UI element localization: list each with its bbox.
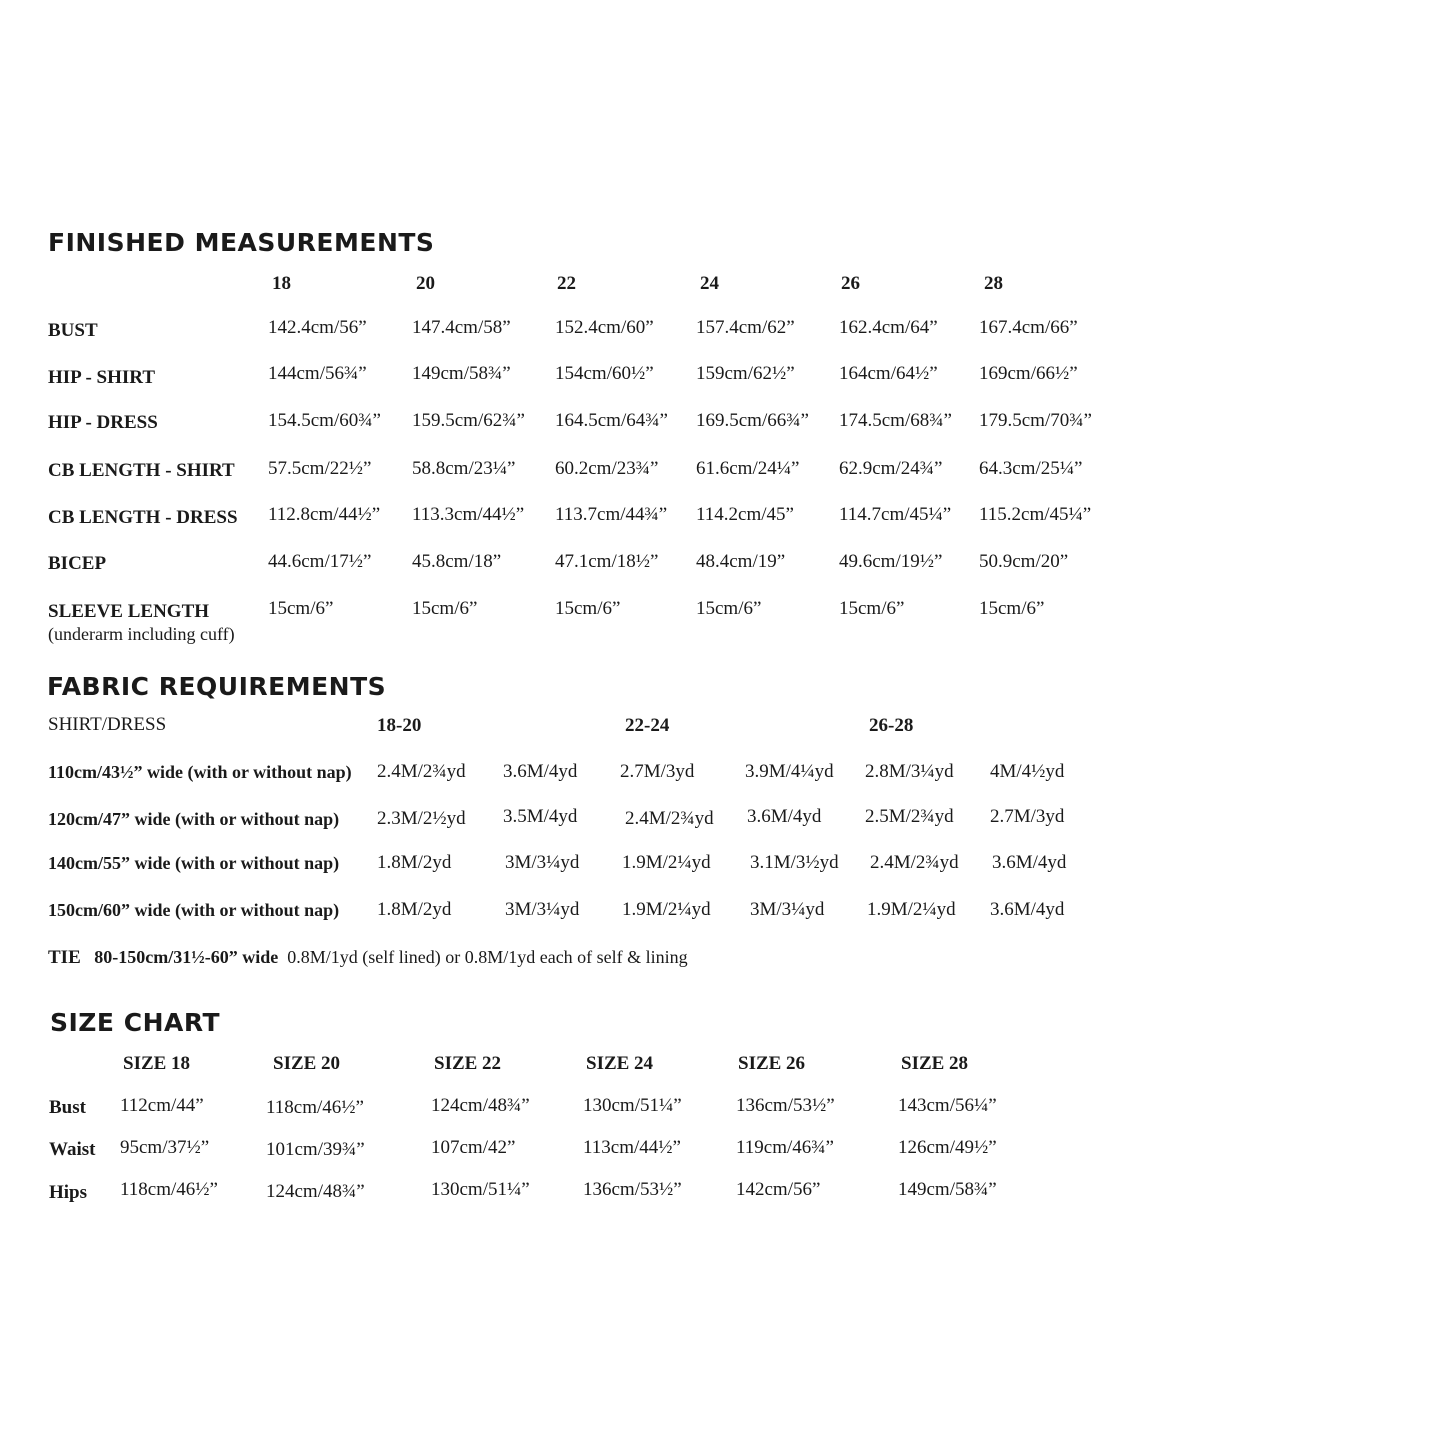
- finished-size-header: 20: [416, 273, 435, 294]
- fabric-cell: 3.6M/4yd: [990, 899, 1065, 920]
- size-chart-cell: 95cm/37½”: [120, 1137, 210, 1158]
- finished-cell: 174.5cm/68¾”: [839, 410, 952, 431]
- finished-row-label: HIP - DRESS: [48, 412, 158, 433]
- finished-cell: 169cm/66½”: [979, 363, 1078, 384]
- fabric-row-label: 120cm/47” wide (with or without nap): [48, 809, 340, 829]
- fabric-cell: 3.9M/4¼yd: [745, 761, 834, 782]
- finished-size-header: 18: [272, 273, 291, 294]
- size-chart-row-label: Bust: [49, 1097, 86, 1118]
- finished-cell: 64.3cm/25¼”: [979, 458, 1083, 479]
- finished-cell: 144cm/56¾”: [268, 363, 367, 384]
- fabric-cell: 3.6M/4yd: [747, 806, 822, 827]
- finished-cell: 154cm/60½”: [555, 363, 654, 384]
- size-chart-cell: 112cm/44”: [120, 1095, 204, 1116]
- finished-cell: 48.4cm/19”: [696, 551, 786, 572]
- finished-cell: 49.6cm/19½”: [839, 551, 943, 572]
- fabric-row-label: 110cm/43½” wide (with or without nap): [48, 762, 352, 782]
- finished-cell: 167.4cm/66”: [979, 317, 1078, 338]
- finished-row-label: HIP - SHIRT: [48, 367, 156, 388]
- fabric-cell: 2.4M/2¾yd: [377, 761, 466, 782]
- fabric-cell: 2.7M/3yd: [620, 761, 695, 782]
- size-chart-header: SIZE 22: [434, 1053, 502, 1074]
- finished-cell: 142.4cm/56”: [268, 317, 367, 338]
- fabric-requirements-title: FABRIC REQUIREMENTS: [47, 672, 387, 701]
- fabric-cell: 3M/3¼yd: [505, 899, 580, 920]
- size-chart-header: SIZE 18: [123, 1053, 191, 1074]
- finished-cell: 164.5cm/64¾”: [555, 410, 668, 431]
- finished-row-label: CB LENGTH - DRESS: [48, 507, 238, 528]
- finished-cell: 115.2cm/45¼”: [979, 504, 1092, 525]
- fabric-cell: 1.8M/2yd: [377, 852, 452, 873]
- size-chart-cell: 107cm/42”: [431, 1137, 516, 1158]
- finished-cell: 57.5cm/22½”: [268, 458, 372, 479]
- size-chart-row-label: Hips: [49, 1182, 88, 1203]
- finished-cell: 114.2cm/45”: [696, 504, 794, 525]
- fabric-cell: 3.1M/3½yd: [750, 852, 839, 873]
- finished-cell: 45.8cm/18”: [412, 551, 502, 572]
- fabric-cell: 3.6M/4yd: [992, 852, 1067, 873]
- size-chart-header: SIZE 24: [586, 1053, 654, 1074]
- fabric-cell: 2.7M/3yd: [990, 806, 1065, 827]
- size-chart-header: SIZE 26: [738, 1053, 806, 1074]
- finished-cell: 114.7cm/45¼”: [839, 504, 952, 525]
- fabric-cell: 3M/3¼yd: [750, 899, 825, 920]
- fabric-size-group: 22-24: [625, 715, 670, 736]
- size-chart-cell: 124cm/48¾”: [266, 1181, 365, 1202]
- sleeve-length-note: (underarm including cuff): [48, 624, 235, 644]
- size-chart-cell: 143cm/56¼”: [898, 1095, 997, 1116]
- fabric-cell: 3.5M/4yd: [503, 806, 578, 827]
- finished-cell: 15cm/6”: [412, 598, 478, 619]
- finished-cell: 169.5cm/66¾”: [696, 410, 809, 431]
- finished-cell: 179.5cm/70¾”: [979, 410, 1092, 431]
- finished-row-label: SLEEVE LENGTH: [48, 601, 210, 622]
- finished-cell: 15cm/6”: [839, 598, 905, 619]
- finished-row-label: CB LENGTH - SHIRT: [48, 460, 235, 481]
- fabric-cell: 3M/3¼yd: [505, 852, 580, 873]
- finished-size-header: 28: [984, 273, 1003, 294]
- size-chart-cell: 130cm/51¼”: [583, 1095, 682, 1116]
- finished-cell: 61.6cm/24¼”: [696, 458, 800, 479]
- finished-cell: 50.9cm/20”: [979, 551, 1069, 572]
- finished-size-header: 24: [700, 273, 719, 294]
- size-chart-cell: 118cm/46½”: [120, 1179, 218, 1200]
- size-chart-cell: 136cm/53½”: [583, 1179, 682, 1200]
- fabric-cell: 2.4M/2¾yd: [870, 852, 959, 873]
- finished-cell: 154.5cm/60¾”: [268, 410, 381, 431]
- size-chart-cell: 119cm/46¾”: [736, 1137, 834, 1158]
- fabric-cell: 2.4M/2¾yd: [625, 808, 714, 829]
- finished-row-label: BUST: [48, 320, 98, 341]
- finished-cell: 152.4cm/60”: [555, 317, 654, 338]
- finished-cell: 149cm/58¾”: [412, 363, 511, 384]
- size-chart-title: SIZE CHART: [50, 1008, 221, 1037]
- finished-cell: 162.4cm/64”: [839, 317, 938, 338]
- fabric-cell: 3.6M/4yd: [503, 761, 578, 782]
- size-chart-header: SIZE 20: [273, 1053, 341, 1074]
- fabric-cell: 1.9M/2¼yd: [622, 899, 711, 920]
- finished-size-header: 26: [841, 273, 860, 294]
- size-chart-cell: 124cm/48¾”: [431, 1095, 530, 1116]
- size-chart-cell: 142cm/56”: [736, 1179, 821, 1200]
- tie-row: [48, 947, 688, 969]
- size-chart-cell: 101cm/39¾”: [266, 1139, 365, 1160]
- fabric-cell: 2.8M/3¼yd: [865, 761, 954, 782]
- fabric-cell: 1.9M/2¼yd: [867, 899, 956, 920]
- finished-cell: 157.4cm/62”: [696, 317, 795, 338]
- finished-cell: 159.5cm/62¾”: [412, 410, 525, 431]
- finished-cell: 15cm/6”: [979, 598, 1045, 619]
- fabric-size-group: 18-20: [377, 715, 422, 736]
- size-chart-row-label: Waist: [49, 1139, 96, 1160]
- tie-width: 80-150cm/31½-60” wide: [94, 947, 279, 967]
- fabric-cell: 2.5M/2¾yd: [865, 806, 954, 827]
- finished-cell: 44.6cm/17½”: [268, 551, 372, 572]
- tie-text: 0.8M/1yd (self lined) or 0.8M/1yd each of self & lining: [287, 947, 688, 967]
- size-chart-cell: 113cm/44½”: [583, 1137, 681, 1158]
- finished-cell: 15cm/6”: [555, 598, 621, 619]
- finished-cell: 159cm/62½”: [696, 363, 795, 384]
- finished-cell: 113.3cm/44½”: [412, 504, 525, 525]
- finished-cell: 47.1cm/18½”: [555, 551, 659, 572]
- finished-row-label: BICEP: [48, 553, 107, 574]
- fabric-row-label: 150cm/60” wide (with or without nap): [48, 900, 340, 920]
- finished-cell: 15cm/6”: [696, 598, 762, 619]
- size-chart-cell: 130cm/51¼”: [431, 1179, 530, 1200]
- fabric-size-group: 26-28: [869, 715, 914, 736]
- size-chart-cell: 149cm/58¾”: [898, 1179, 997, 1200]
- finished-cell: 62.9cm/24¾”: [839, 458, 943, 479]
- fabric-cell: 1.8M/2yd: [377, 899, 452, 920]
- fabric-row-label: 140cm/55” wide (with or without nap): [48, 853, 340, 873]
- fabric-cell: 2.3M/2½yd: [377, 808, 466, 829]
- finished-cell: 60.2cm/23¾”: [555, 458, 659, 479]
- finished-size-header: 22: [557, 273, 576, 294]
- tie-label: TIE: [48, 947, 81, 968]
- fabric-header-label: SHIRT/DRESS: [48, 714, 167, 735]
- size-chart-header: SIZE 28: [901, 1053, 969, 1074]
- finished-cell: 112.8cm/44½”: [268, 504, 381, 525]
- finished-cell: 113.7cm/44¾”: [555, 504, 668, 525]
- finished-cell: 147.4cm/58”: [412, 317, 511, 338]
- finished-measurements-title: FINISHED MEASUREMENTS: [48, 228, 435, 257]
- size-chart-cell: 118cm/46½”: [266, 1097, 364, 1118]
- fabric-cell: 1.9M/2¼yd: [622, 852, 711, 873]
- size-chart-cell: 136cm/53½”: [736, 1095, 835, 1116]
- fabric-cell: 4M/4½yd: [990, 761, 1065, 782]
- finished-cell: 15cm/6”: [268, 598, 334, 619]
- finished-cell: 164cm/64½”: [839, 363, 938, 384]
- finished-cell: 58.8cm/23¼”: [412, 458, 516, 479]
- size-chart-cell: 126cm/49½”: [898, 1137, 997, 1158]
